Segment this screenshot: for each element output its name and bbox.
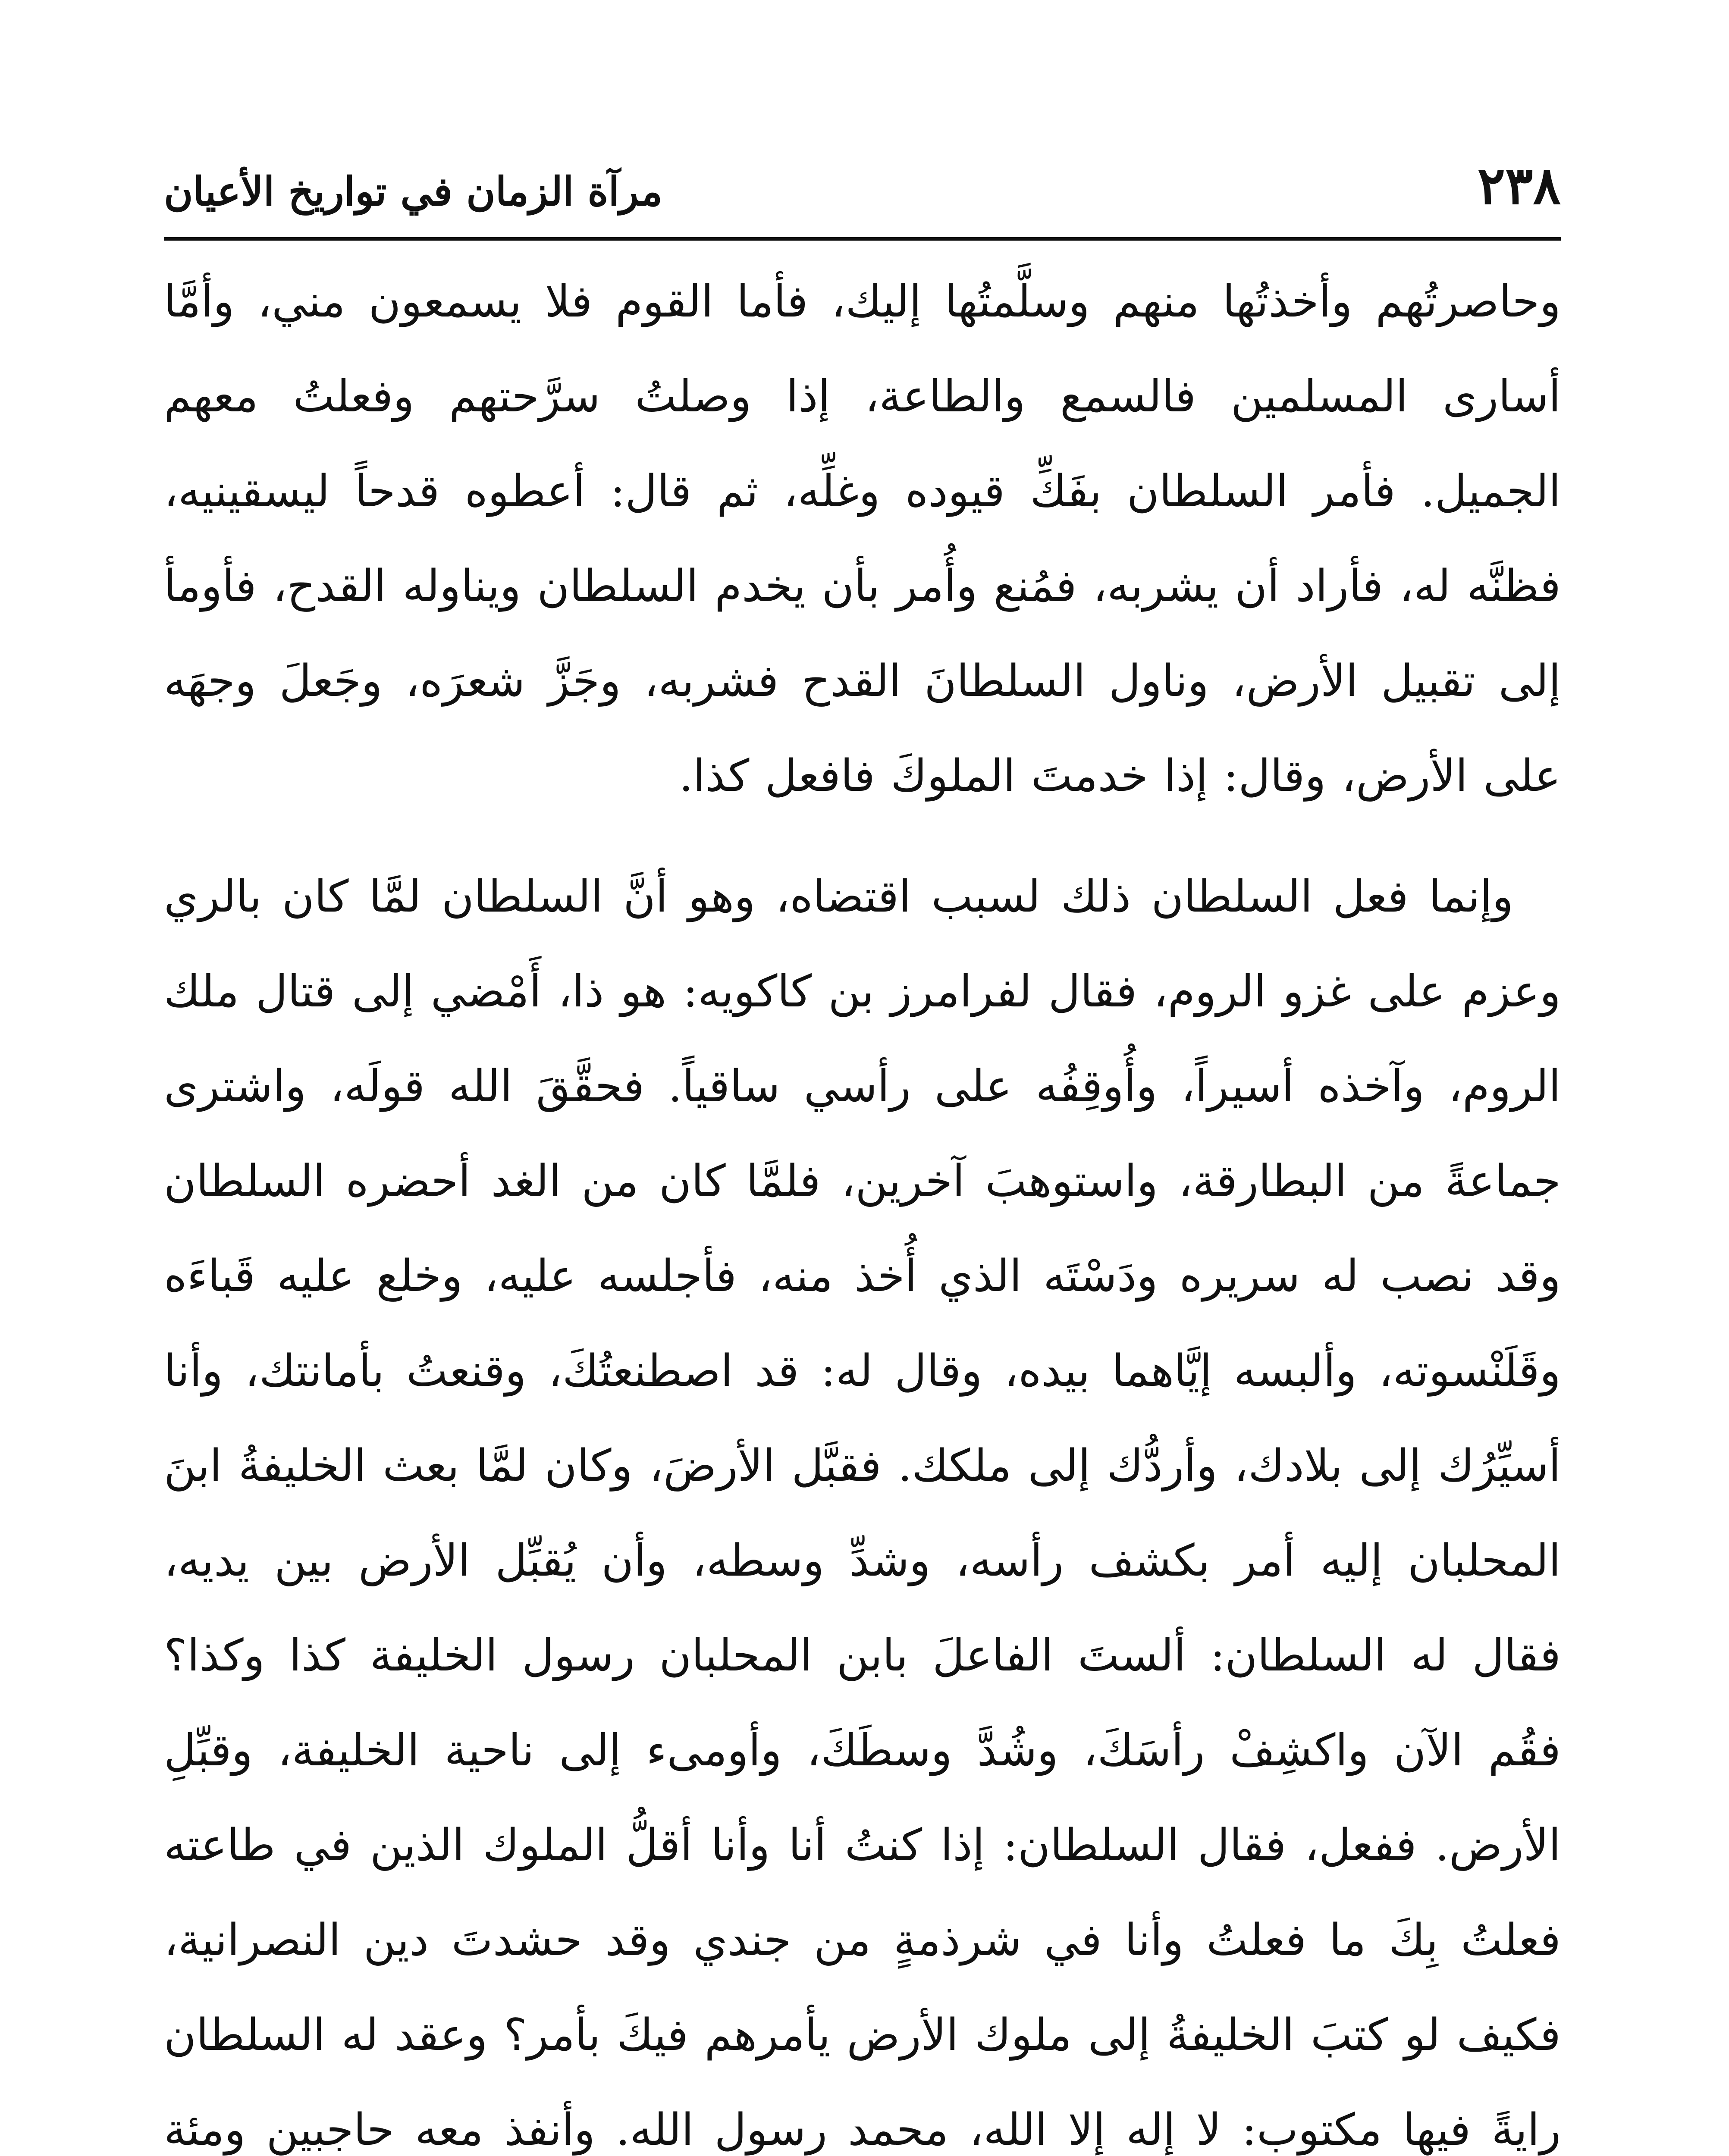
running-title: مرآة الزمان في تواريخ الأعيان bbox=[164, 168, 663, 215]
page-number: ٢٣٨ bbox=[1477, 155, 1561, 216]
body-text bbox=[164, 254, 1561, 2156]
paragraph-2-text: وإنما فعل السلطان ذلك لسبب اقتضاه، وهو أنَّ السلطان لمَّا كان بالري وعزم على غزو الروم، فقال لفرامرز بن كاكويه: هو ذا، أَمْضي إلى قتال ملك الروم، وآخذه أسيراً، وأُوقِفُه على رأسي ساقياً. فحقَّقَ الله قولَه، واشترى جماعةً من البطارقة، واستوهبَ آخرين، فلمَّا كان من الغد أحضره السلطان وقد نصب له سريره ودَسْتَه الذي أُخذ منه، فأجلسه عليه، وخلع عليه قَباءَه وقَلَنْسوته، وألبسه إيَّاهما بيده، وقال له: قد اصطنعتُكَ، وقنعتُ بأمانتك، وأنا أسيِّرُك إلى بلادك، وأردُّك إلى ملكك. فقبَّل الأرضَ، وكان لمَّا بعث الخليفةُ ابنَ المحلبان إليه أمر بكشف رأسه، وشدِّ وسطه، وأن يُقبِّل الأرض بين يديه، فقال له السلطان: ألستَ الفاعلَ بابن المحلبان رسول الخليفة كذا وكذا؟ فقُم الآن واكشِفْ رأسَكَ، وشُدَّ وسطَكَ، وأومىء إلى ناحية الخليفة، وقبِّلِ الأرض. ففعل، فقال السلطان: إذا كنتُ أنا وأنا أقلُّ الملوك الذين في طاعته فعلتُ بِكَ ما فعلتُ وأنا في شرذمةٍ من جندي وقد حشدتَ دين النصرانية، فكيف لو كتبَ الخليفةُ إلى ملوك الأرض يأمرهم فيكَ بأمر؟ وعقد له السلطان رايةً فيها مكتوب: لا إله إلا الله، محمد رسول الله. وأنفذ معه حاجبين ومئة bbox=[164, 871, 1561, 2156]
paragraph-1 bbox=[164, 254, 1561, 824]
paragraph-2 bbox=[164, 849, 1561, 2156]
running-header bbox=[164, 142, 1561, 241]
paragraph-1-text: وحاصرتُهم وأخذتُها منهم وسلَّمتُها إليك، فأما القوم فلا يسمعون مني، وأمَّا أسارى المسلمين فالسمع والطاعة، إذا وصلتُ سرَّحتهم وفعلتُ معهم الجميل. فأمر السلطان بفَكِّ قيوده وغلِّه، ثم قال: أعطوه قدحاً ليسقينيه، فظنَّه له، فأراد أن يشربه، فمُنع وأُمر بأن يخدم السلطان ويناوله القدح، فأومأ إلى تقبيل الأرض، وناول السلطانَ القدح فشربه، وجَزَّ شعرَه، وجَعلَ وجهَه على الأرض، وقال: إذا خدمتَ الملوكَ فافعل كذا. bbox=[164, 276, 1561, 802]
